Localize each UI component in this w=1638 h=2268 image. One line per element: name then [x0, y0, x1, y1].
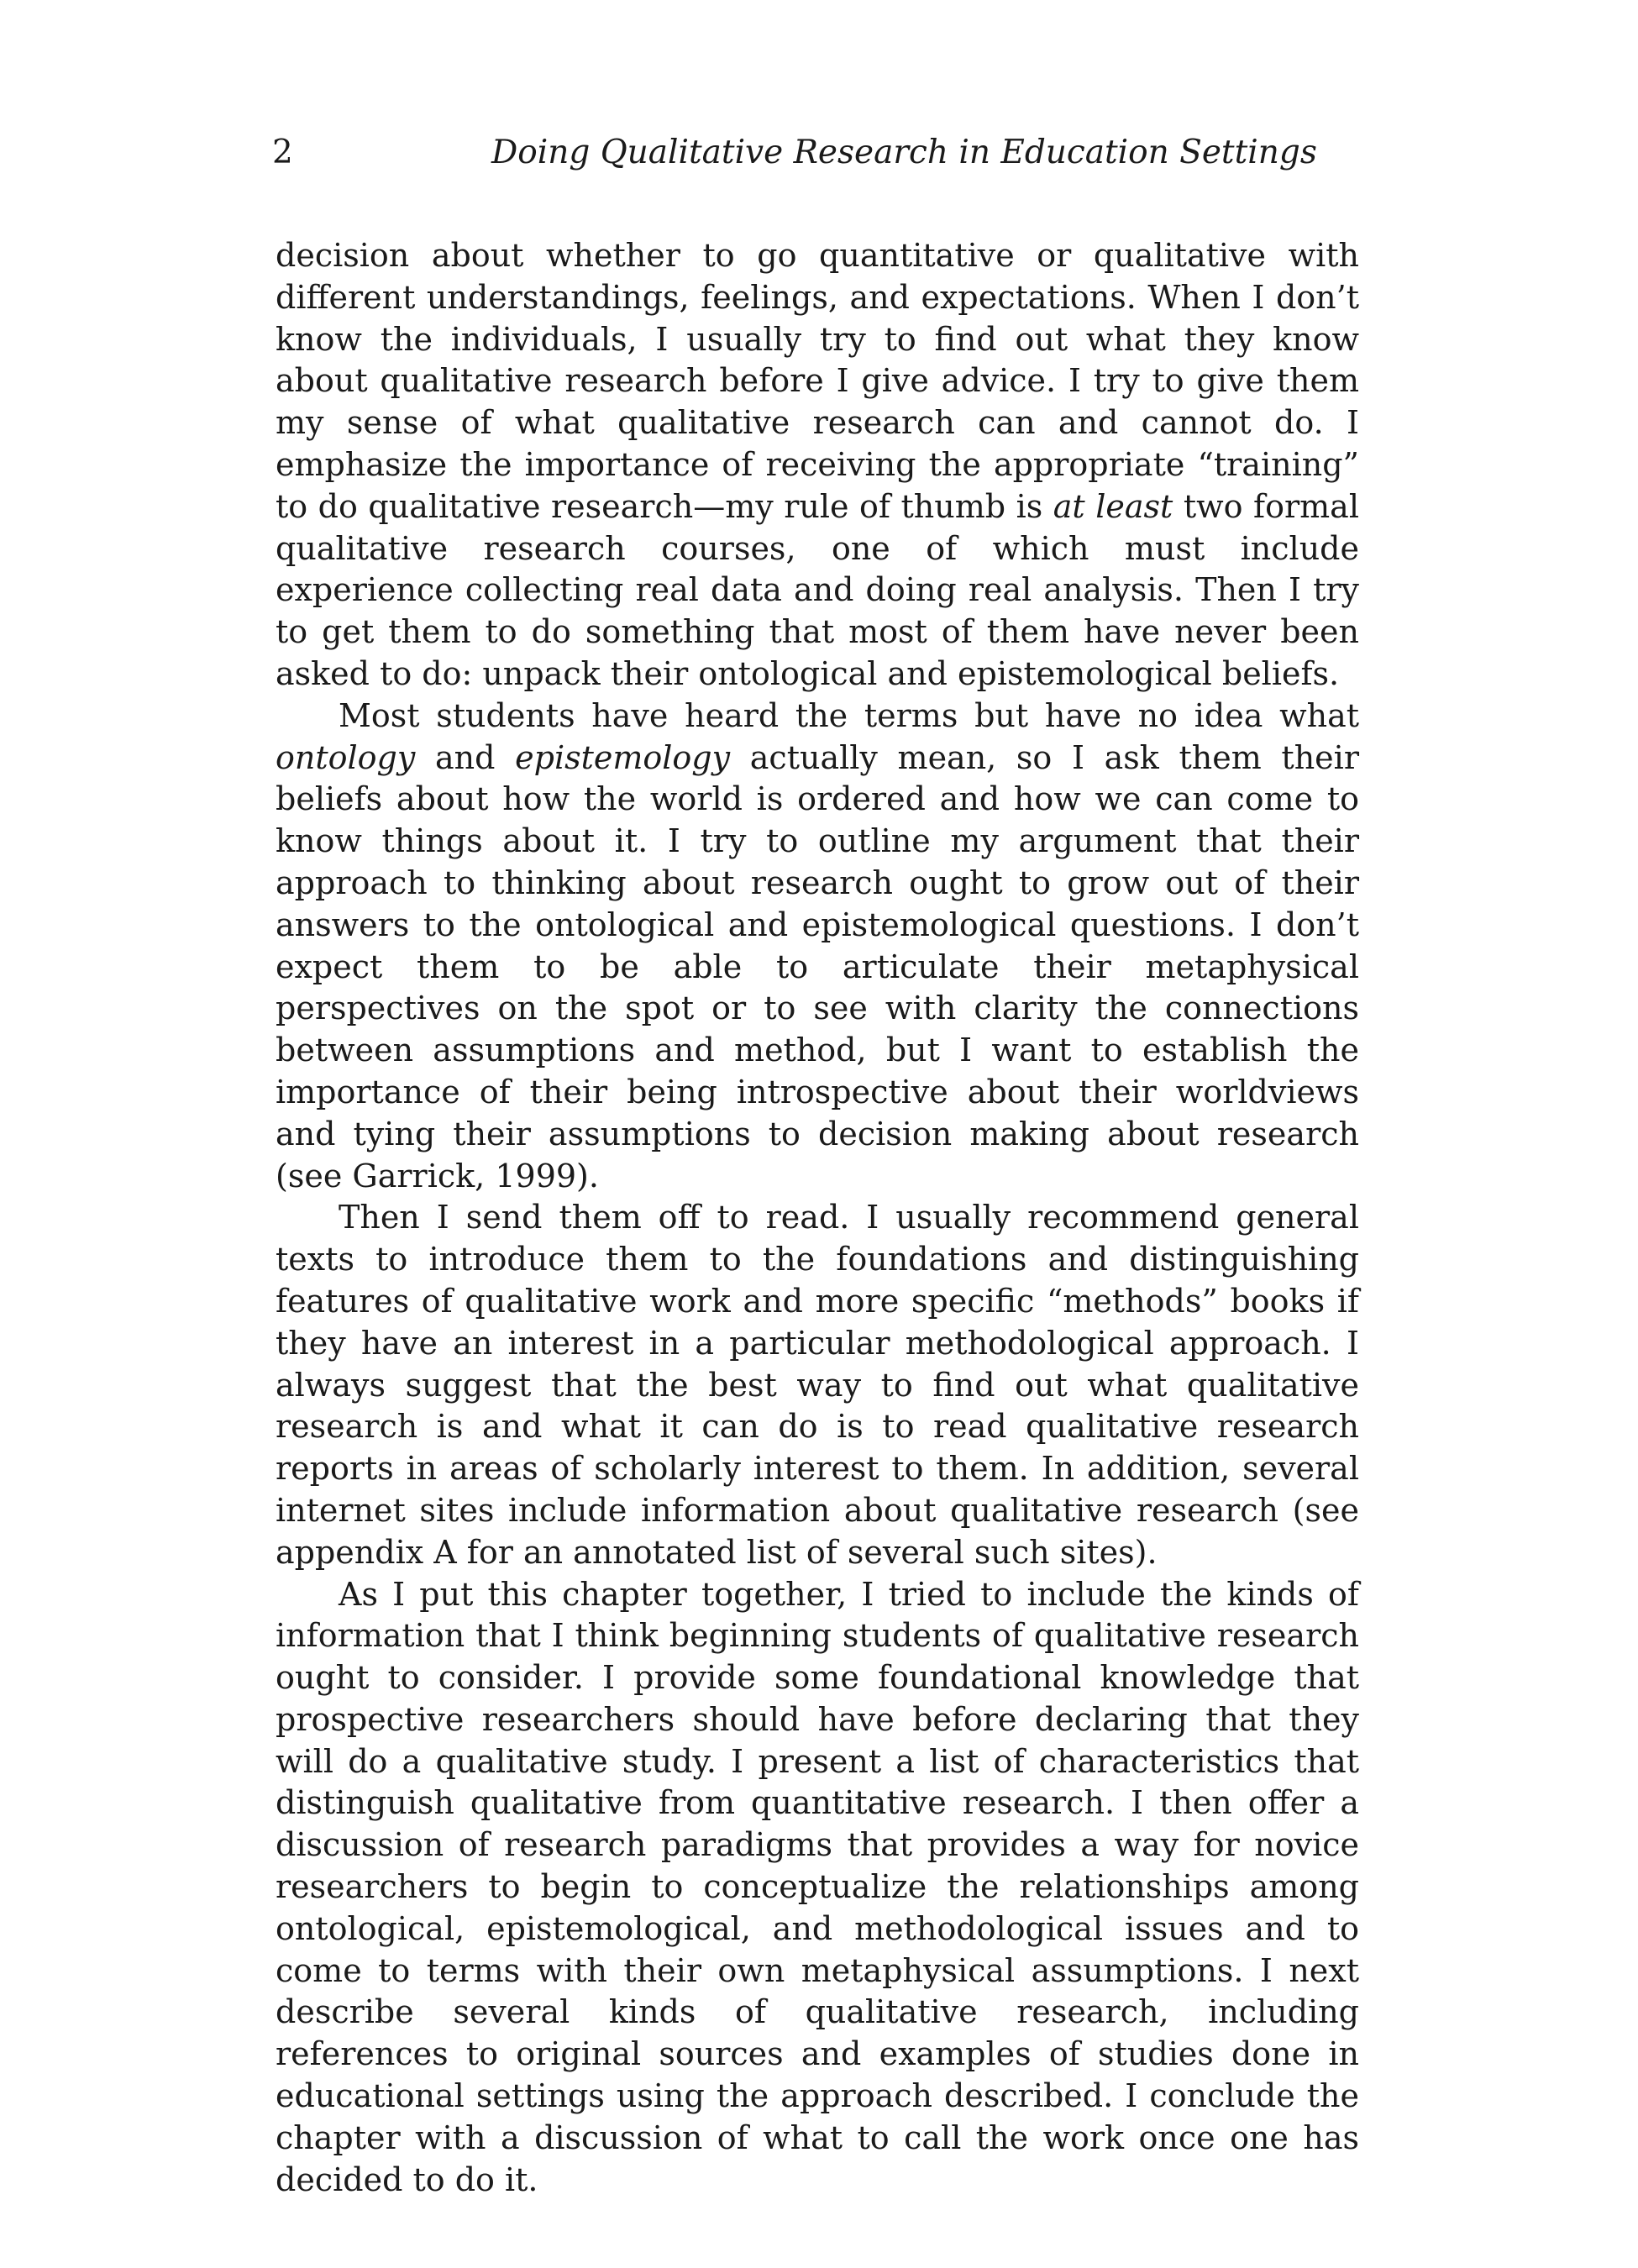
paragraph-2-text-a: Most students have heard the terms but have no idea what: [339, 696, 1359, 734]
paragraph-2-text-c: actually mean, so I ask them their beliefs about how the world is ordered and how we can come to know things about it. I try to outline my argument that their approach to thinking about research ought to grow out of their answers to the ontological and epistemological questions. I don’t expect them to be able to articulate their metaphysical perspectives on the spot or to see with clarity the connections between assumptions and method, but I want to establish the importance of their being introspective about their worldviews and tying their assumptions to decision making about research (see Garrick, 1999).: [276, 738, 1359, 1194]
paragraph-1-emphasis: at least: [1053, 487, 1173, 525]
paragraph-1: [276, 235, 1359, 696]
body-text: [276, 235, 1359, 2201]
paragraph-4: As I put this chapter together, I tried to include the kinds of information that I think beginning students of qualitative research ought to consider. I provide some foundational knowledge that prospective researchers should have before declaring that they will do a qualitative study. I present a list of characteristics that distinguish qualitative from quantitative research. I then offer a discussion of research paradigms that provides a way for novice researchers to begin to conceptualize the relationships among ontological, epistemological, and methodological issues and to come to terms with their own metaphysical assumptions. I next describe several kinds of qualitative research, including references to original sources and examples of studies done in educational settings using the approach described. I conclude the chapter with a discussion of what to call the work once one has decided to do it.: [276, 1575, 1359, 2198]
paragraph-2: [276, 696, 1359, 1198]
paragraph-1-text-a: decision about whether to go quantitative or qualitative with different understandings, feelings, and expectations. When I don’t know the individuals, I usually try to find out what they know about qualitative research before I give advice. I try to give them my sense of what qualitative research can and cannot do. I emphasize the importance of receiving the appropriate “training” to do qualitative research—my rule of thumb is: [276, 237, 1359, 525]
page-number: 2: [272, 134, 293, 171]
paragraph-3: Then I send them off to read. I usually recommend general texts to introduce them to the foundations and distinguishing features of qualitative work and more specific “methods” books if they have an interest in a particular methodological approach. I always suggest that the best way to find out what qualitative research is and what it can do is to read qualitative research reports in areas of scholarly interest to them. In addition, several internet sites include information about qualitative research (see appendix A for an annotated list of several such sites).: [276, 1199, 1359, 1571]
paragraph-2-emphasis-ontology: ontology: [276, 738, 416, 776]
running-head-title: Doing Qualitative Research in Education Settings: [491, 134, 1317, 171]
paragraph-2-emphasis-epistemology: epistemology: [515, 738, 731, 776]
paragraph-2-text-b: and: [415, 738, 516, 776]
paragraph-1-text-b: two formal qualitative research courses, one of which must include experience collecting real data and doing real analysis. Then I try to get them to do something that most of them have never been asked to do: unpack their ontological and epistemological beliefs.: [276, 487, 1359, 692]
